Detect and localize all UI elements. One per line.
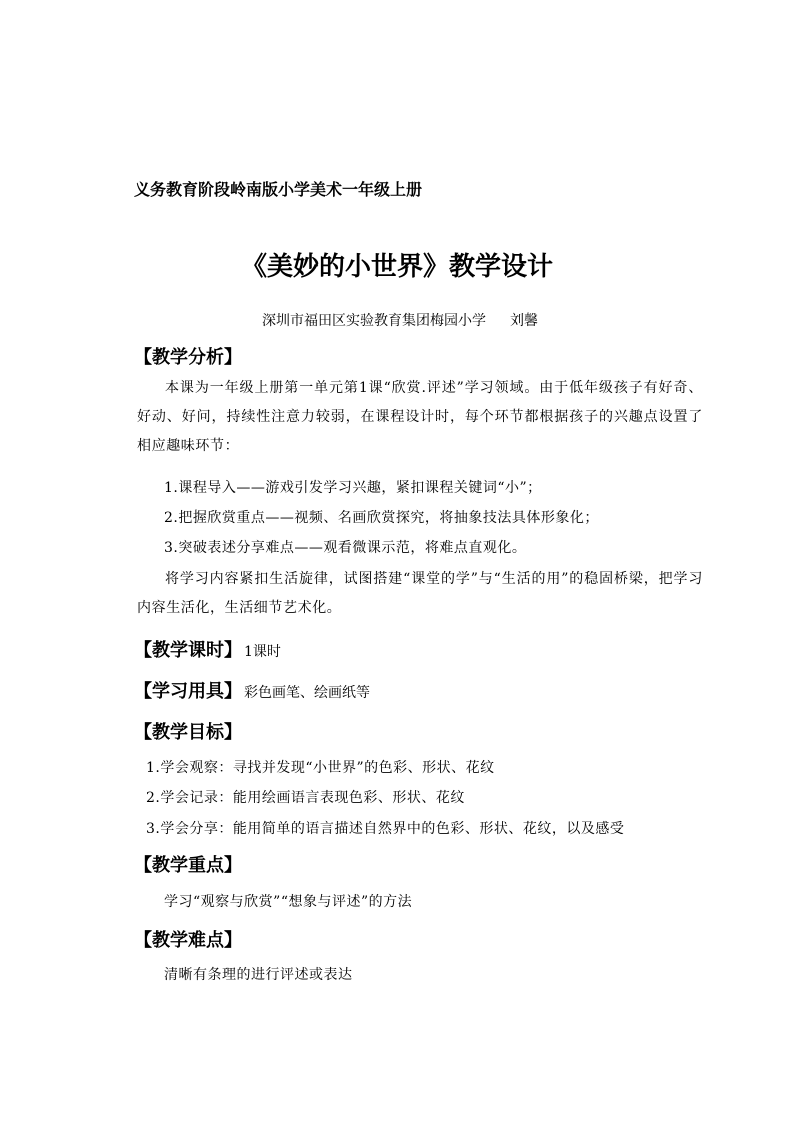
difficulties-heading: 【教学难点】 xyxy=(134,930,242,951)
analysis-item: 1.课程导入——游戏引发学习兴趣，紧扣课程关键词“小”； xyxy=(164,480,542,496)
series-header: 义务教育阶段岭南版小学美术一年级上册 xyxy=(134,180,423,199)
analysis-heading: 【教学分析】 xyxy=(134,347,242,368)
lesson-hours-row xyxy=(134,636,281,662)
goals-heading: 【教学目标】 xyxy=(134,722,242,743)
analysis-item: 3.突破表述分享难点——观看微课示范，将难点直观化。 xyxy=(164,540,527,556)
document-title: 《美妙的小世界》教学设计 xyxy=(240,252,553,282)
analysis-closing: 将学习内容紧扣生活旋律，试图搭建“课堂的学”与“生活的用”的稳固桥梁，把学习内容生活化，生活细节艺术化。 xyxy=(137,571,703,616)
lesson-hours-value: 1课时 xyxy=(244,644,281,660)
author-school: 深圳市福田区实验教育集团梅园小学 xyxy=(262,313,486,329)
author-line xyxy=(262,310,538,330)
lesson-hours-heading: 【教学课时】 xyxy=(134,640,242,661)
key-points-text: 学习“观察与欣赏”“想象与评述”的方法 xyxy=(164,894,413,910)
author-name: 刘馨 xyxy=(510,313,538,329)
tools-heading: 【学习用具】 xyxy=(134,681,242,702)
analysis-item: 2.把握欣赏重点——视频、名画欣赏探究，将抽象技法具体形象化； xyxy=(164,510,599,526)
goal-item: 2.学会记录：能用绘画语言表现色彩、形状、花纹 xyxy=(146,790,465,806)
goal-item: 3.学会分享：能用简单的语言描述自然界中的色彩、形状、花纹，以及感受 xyxy=(146,821,625,837)
key-points-heading: 【教学重点】 xyxy=(134,855,242,876)
difficulties-text: 清晰有条理的进行评述或表达 xyxy=(164,967,353,983)
tools-row xyxy=(134,677,370,703)
analysis-intro: 本课为一年级上册第一单元第1课“欣赏.评述”学习领域。由于低年级孩子有好奇、好动、好问，持续性注意力较弱，在课程设计时，每个环节都根据孩子的兴趣点设置了相应趣味环节： xyxy=(137,380,703,454)
goal-item: 1.学会观察：寻找并发现“小世界”的色彩、形状、花纹 xyxy=(146,760,495,776)
tools-value: 彩色画笔、绘画纸等 xyxy=(244,685,370,701)
